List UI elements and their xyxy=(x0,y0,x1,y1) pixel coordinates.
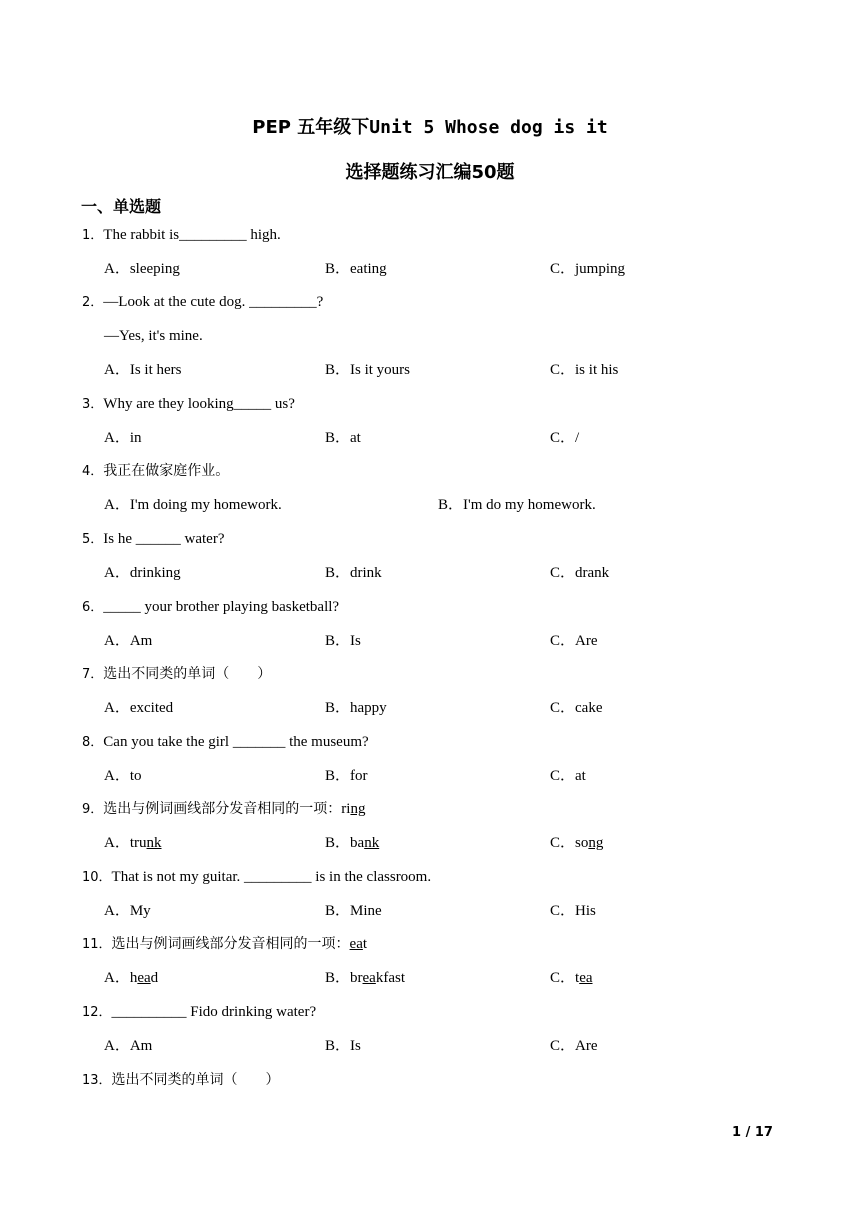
page-number: 1 / 17 xyxy=(732,1125,773,1140)
option-12c[interactable]: C．Are xyxy=(550,1038,598,1054)
option-8c[interactable]: C．at xyxy=(550,768,586,784)
option-1c[interactable]: C．jumping xyxy=(550,261,626,277)
question-13: 13．选出不同类的单词（ ） xyxy=(82,1072,280,1088)
option-7a[interactable]: A．excited xyxy=(104,700,174,716)
option-6a[interactable]: A．Am xyxy=(104,633,153,649)
option-5b[interactable]: B．drink xyxy=(325,565,382,581)
option-4b[interactable]: B．I'm do my homework. xyxy=(438,497,596,513)
question-3: 3．Why are they looking_____ us? xyxy=(82,396,295,412)
question-2-line-2: —Yes, it's mine. xyxy=(104,328,203,344)
option-12b[interactable]: B．Is xyxy=(325,1038,361,1054)
option-1a[interactable]: A．sleeping xyxy=(104,261,180,277)
option-11a[interactable]: A．head xyxy=(104,970,159,986)
option-10c[interactable]: C．His xyxy=(550,903,596,919)
option-7c[interactable]: C．cake xyxy=(550,700,603,716)
section-heading: 一、单选题 xyxy=(81,197,162,216)
option-2a[interactable]: A．Is it hers xyxy=(104,362,182,378)
option-11c[interactable]: C．tea xyxy=(550,970,593,986)
option-11b[interactable]: B．breakfast xyxy=(325,970,406,986)
option-4a[interactable]: A．I'm doing my homework. xyxy=(104,497,282,513)
question-6: 6．_____ your brother playing basketball? xyxy=(82,599,340,615)
option-8a[interactable]: A．to xyxy=(104,768,142,784)
option-9b[interactable]: B．bank xyxy=(325,835,380,851)
question-9: 9．选出与例词画线部分发音相同的一项：ring xyxy=(82,801,366,817)
option-3c[interactable]: C．/ xyxy=(550,430,580,446)
question-5: 5．Is he ______ water? xyxy=(82,531,225,547)
question-12: 12．__________ Fido drinking water? xyxy=(82,1004,317,1020)
option-9c[interactable]: C．song xyxy=(550,835,604,851)
option-2c[interactable]: C．is it his xyxy=(550,362,619,378)
option-3a[interactable]: A．in xyxy=(104,430,142,446)
question-7: 7．选出不同类的单词（ ） xyxy=(82,666,272,682)
question-8: 8．Can you take the girl _______ the museum? xyxy=(82,734,369,750)
option-7b[interactable]: B．happy xyxy=(325,700,387,716)
option-3b[interactable]: B．at xyxy=(325,430,361,446)
question-2: 2．—Look at the cute dog. _________? xyxy=(82,294,324,310)
option-9a[interactable]: A．trunk xyxy=(104,835,162,851)
option-12a[interactable]: A．Am xyxy=(104,1038,153,1054)
question-10: 10．That is not my guitar. _________ is in the classroom. xyxy=(82,869,432,885)
option-1b[interactable]: B．eating xyxy=(325,261,387,277)
question-1: 1．The rabbit is_________ high. xyxy=(82,227,281,243)
question-4: 4．我正在做家庭作业。 xyxy=(82,463,230,479)
option-10a[interactable]: A．My xyxy=(104,903,151,919)
option-5a[interactable]: A．drinking xyxy=(104,565,181,581)
option-5c[interactable]: C．drank xyxy=(550,565,610,581)
option-2b[interactable]: B．Is it yours xyxy=(325,362,411,378)
option-6b[interactable]: B．Is xyxy=(325,633,361,649)
option-8b[interactable]: B．for xyxy=(325,768,368,784)
option-6c[interactable]: C．Are xyxy=(550,633,598,649)
question-11: 11．选出与例词画线部分发音相同的一项：eat xyxy=(82,936,368,952)
option-10b[interactable]: B．Mine xyxy=(325,903,382,919)
document-title: PEP 五年级下Unit 5 Whose dog is it xyxy=(252,117,608,138)
document-subtitle: 选择题练习汇编50题 xyxy=(345,162,515,183)
